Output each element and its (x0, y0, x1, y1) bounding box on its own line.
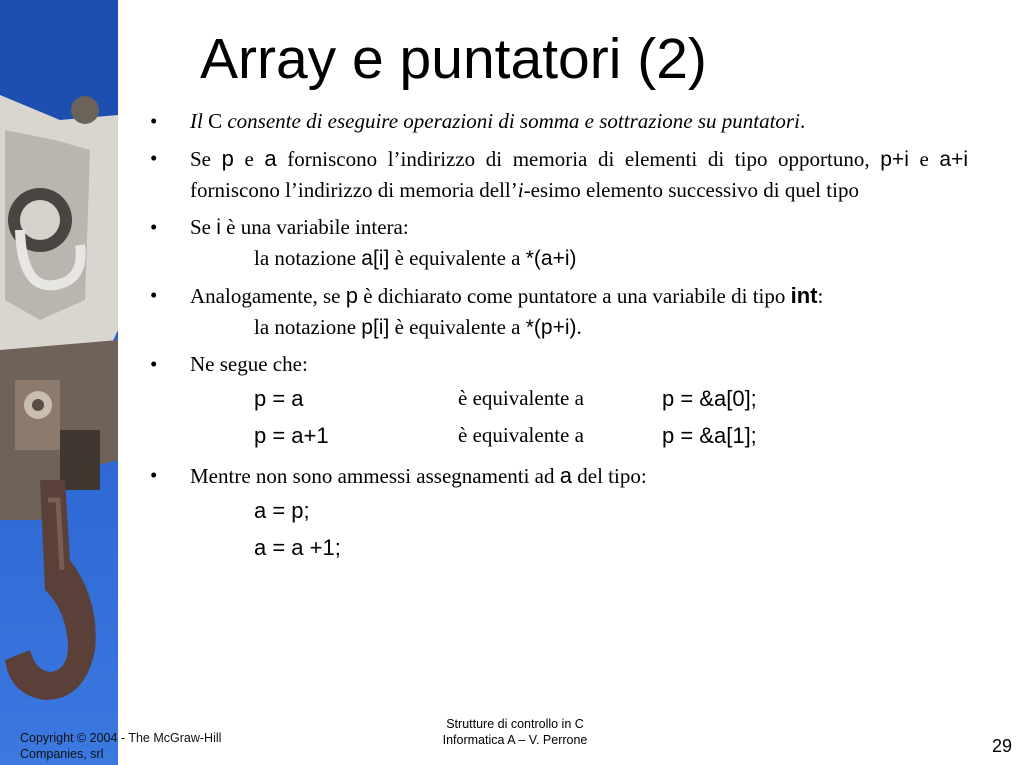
bullet-somma-sottrazione: • Il C consente di eseguire operazioni di somma e sottrazione su puntatori. (150, 106, 968, 137)
bullet-icon: • (150, 283, 158, 307)
crane-hook-image (0, 0, 118, 765)
bullet-indirizzo-memoria: • Se p e a forniscono l’indirizzo di memoria di elementi di tipo opportuno, p+i e a+i forniscono l’indirizzo di memoria dell’i-esimo elemento successivo di quel tipo (150, 143, 968, 206)
bullet-icon: • (150, 109, 158, 133)
bullet-variabile-intera: • Se i è una variabile intera: (150, 212, 968, 243)
equivalence-row: p = a è equivalente a p = &a[0]; (254, 386, 757, 411)
course-footer: Strutture di controllo in C Informatica A – V. Perrone (442, 717, 588, 747)
slide-title: Array e puntatori (2) (200, 27, 707, 91)
notazione-a-line: la notazione a[i] è equivalente a *(a+i) (254, 246, 577, 270)
bullet-icon: • (150, 352, 158, 376)
equivalence-row: p = a+1 è equivalente a p = &a[1]; (254, 423, 757, 448)
page-number: 29 (991, 736, 1012, 756)
code-line: a = p; (254, 498, 310, 523)
bullet-puntatore-int: • Analogamente, se p è dichiarato come puntatore a una variabile di tipo int: (150, 280, 968, 312)
bullet-icon: • (150, 146, 158, 170)
copyright-footer: Copyright © 2004 - The McGraw-Hill Companies, srl (20, 731, 222, 761)
bullet-ne-segue: • Ne segue che: (150, 349, 968, 380)
bullet-non-ammessi: • Mentre non sono ammessi assegnamenti ad a del tipo: (150, 460, 968, 492)
code-line: a = a +1; (254, 535, 341, 560)
bullet-icon: • (150, 463, 158, 487)
slide-content (150, 106, 968, 566)
notazione-p-line: la notazione p[i] è equivalente a *(p+i). (254, 315, 582, 339)
bullet-icon: • (150, 215, 158, 239)
